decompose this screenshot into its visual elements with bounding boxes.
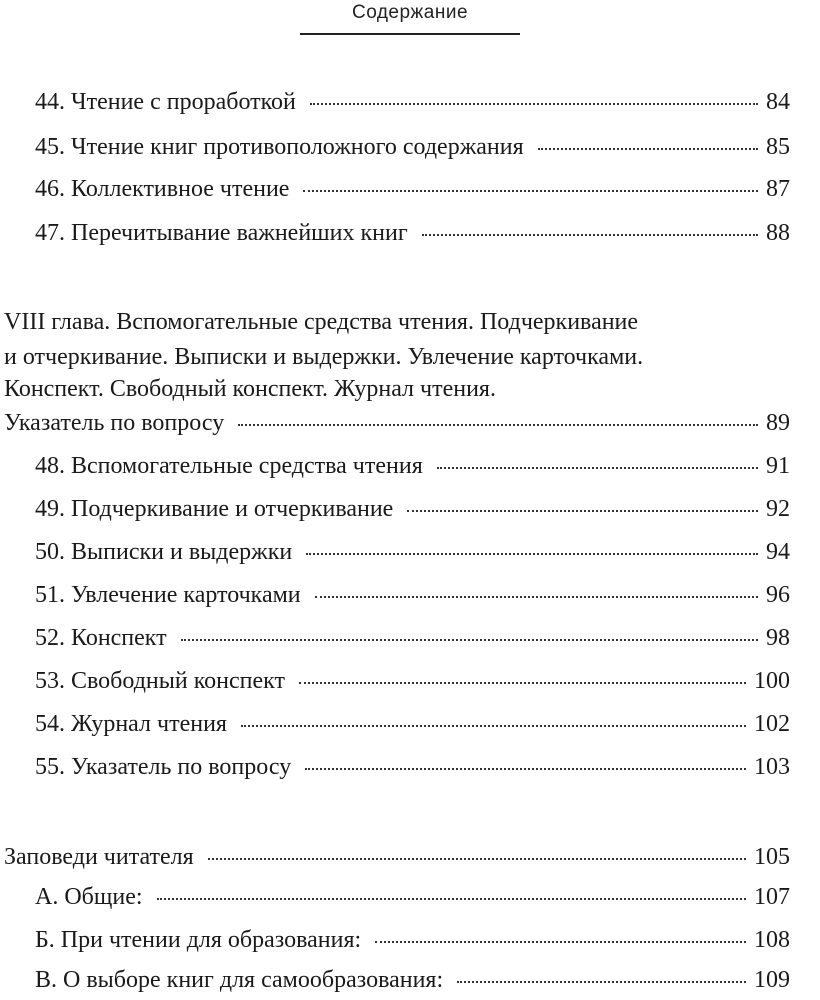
toc-entry-page: 91: [766, 453, 790, 479]
dot-leader: [306, 552, 758, 555]
page-title: Содержание: [351, 2, 469, 23]
toc-entry-title: 54. Журнал чтения: [35, 711, 227, 737]
toc-entry-page: 102: [754, 711, 790, 737]
toc-entry-page: 84: [766, 89, 790, 115]
toc-entry-page: 89: [766, 410, 790, 436]
toc-entry-page: 94: [766, 539, 790, 565]
toc-entry-title: 46. Коллективное чтение: [35, 176, 290, 202]
toc-entry-50: [35, 537, 790, 567]
dot-leader: [407, 509, 758, 512]
dot-leader: [181, 638, 758, 641]
toc-entry-title: В. О выборе книг для самообразования:: [35, 967, 444, 993]
toc-entry-commandments-c: [35, 965, 790, 995]
toc-entry-commandments: [4, 842, 790, 872]
toc-entry-page: 103: [754, 754, 790, 780]
toc-entry-title: 51. Увлечение карточками: [35, 582, 301, 608]
toc-entry-title: Указатель по вопросу: [4, 410, 225, 436]
toc-entry-title: Б. При чтении для образования:: [35, 927, 362, 953]
toc-entry-title: 49. Подчеркивание и отчеркивание: [35, 496, 394, 522]
toc-entry-title: 48. Вспомогательные средства чтения: [35, 453, 423, 479]
toc-entry-page: 98: [766, 625, 790, 651]
toc-entry-title: 50. Выписки и выдержки: [35, 539, 293, 565]
toc-entry-commandments-b: [35, 925, 790, 955]
toc-entry-page: 108: [754, 927, 790, 953]
toc-entry-title: А. Общие:: [35, 884, 143, 910]
chapter-heading-line-2: и отчеркивание. Выписки и выдержки. Увлечение карточками.: [4, 344, 644, 370]
dot-leader: [208, 857, 746, 860]
toc-entry-title: 53. Свободный конспект: [35, 668, 285, 694]
chapter-heading-line-4: [4, 408, 790, 438]
dot-leader: [315, 595, 758, 598]
toc-entry-46: [35, 174, 790, 204]
dot-leader: [305, 767, 746, 770]
toc-entry-page: 96: [766, 582, 790, 608]
toc-entry-title: 55. Указатель по вопросу: [35, 754, 292, 780]
toc-entry-title: 52. Конспект: [35, 625, 167, 651]
toc-entry-title: 44. Чтение с проработкой: [35, 89, 296, 115]
dot-leader: [457, 980, 746, 983]
toc-entry-44: [35, 87, 790, 117]
toc-entry-page: 100: [754, 668, 790, 694]
toc-entry-page: 107: [754, 884, 790, 910]
dot-leader: [437, 466, 758, 469]
toc-entry-45: [35, 132, 790, 162]
toc-entry-47: [35, 218, 790, 248]
chapter-heading-line-1: VIII глава. Вспомогательные средства чтения. Подчеркивание: [4, 309, 639, 335]
dot-leader: [310, 102, 758, 105]
dot-leader: [538, 147, 758, 150]
toc-entry-title: Заповеди читателя: [4, 844, 194, 870]
toc-entry-51: [35, 580, 790, 610]
toc-entry-page: 87: [766, 176, 790, 202]
toc-entry-55: [35, 752, 790, 782]
dot-leader: [241, 724, 746, 727]
toc-entry-page: 88: [766, 220, 790, 246]
dot-leader: [375, 940, 746, 943]
toc-entry-page: 109: [754, 967, 790, 993]
dot-leader: [157, 897, 746, 900]
header-divider: [300, 33, 520, 35]
toc-entry-49: [35, 494, 790, 524]
toc-entry-page: 105: [754, 844, 790, 870]
toc-entry-53: [35, 666, 790, 696]
dot-leader: [299, 681, 746, 684]
page-header: [0, 0, 820, 26]
toc-entry-48: [35, 451, 790, 481]
toc-entry-54: [35, 709, 790, 739]
dot-leader: [303, 189, 758, 192]
toc-entry-title: 45. Чтение книг противоположного содержания: [35, 134, 524, 160]
dot-leader: [238, 423, 758, 426]
toc-entry-page: 85: [766, 134, 790, 160]
toc-entry-commandments-a: [35, 882, 790, 912]
toc-entry-52: [35, 623, 790, 653]
toc-entry-title: 47. Перечитывание важнейших книг: [35, 220, 408, 246]
dot-leader: [422, 233, 758, 236]
chapter-heading-line-3: Конспект. Свободный конспект. Журнал чтения.: [4, 376, 496, 402]
toc-entry-page: 92: [766, 496, 790, 522]
